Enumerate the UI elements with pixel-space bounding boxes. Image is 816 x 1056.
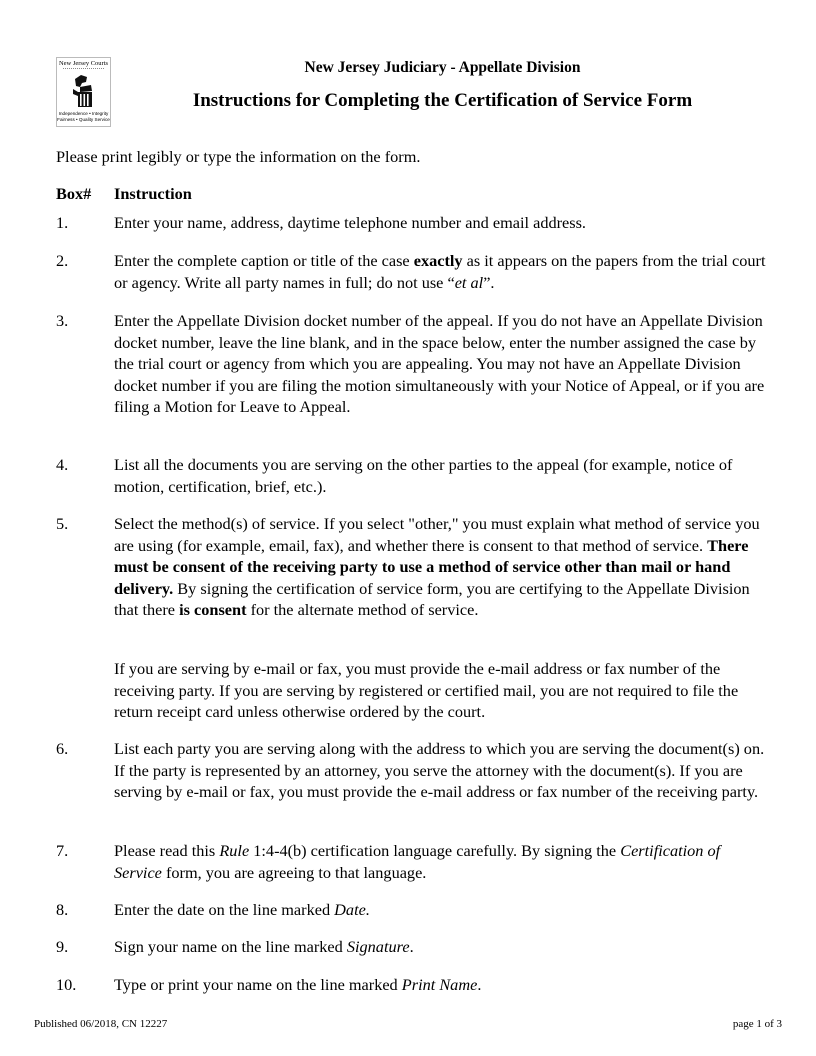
instruction-item-4 (56, 454, 766, 497)
item-number: 4. (56, 455, 69, 474)
text-run: Enter the complete caption or title of the case (114, 251, 414, 270)
item-text (114, 454, 766, 497)
organization-heading: New Jersey Judiciary - Appellate Division (304, 59, 581, 76)
italic-text: Rule (219, 841, 250, 860)
column-header-box: Box# (56, 184, 92, 203)
logo-motto-line-2: Fairness • Quality Service (57, 117, 110, 122)
text-run: . (477, 975, 482, 994)
item-number: 7. (56, 841, 69, 860)
instruction-item-6 (56, 738, 766, 803)
bold-text: is consent (179, 600, 247, 620)
justice-emblem-icon (71, 73, 97, 109)
text-run: Select the method(s) of service. If you select "other," you must explain what method of service you are using (for example, email, fax), and whether there is consent to that method of service. (114, 514, 760, 555)
text-run: Enter your name, address, daytime telephone number and email address. (114, 213, 586, 232)
item-text (114, 738, 766, 803)
text-run: Enter the Appellate Division docket number of the appeal. If you do not have an Appellate Division docket number, leave the line blank, and in the space below, enter the number assigned the case by the trial court or agency from which you are appealing. You may not have an Appellate Division docket number if you are filing the motion simultaneously with your Notice of Appeal, or if you are filing a Motion for Leave to Appeal. (114, 311, 765, 417)
item-number: 3. (56, 311, 69, 330)
item-text (114, 840, 766, 883)
logo-motto-line-1: Independence • Integrity (58, 111, 109, 116)
logo-divider (63, 68, 104, 71)
instruction-item-3 (56, 310, 766, 418)
text-run: . (409, 937, 414, 956)
item-text (114, 513, 766, 621)
text-run: List each party you are serving along with the address to which you are serving the document(s) on. If the party is represented by an attorney, you serve the attorney with the document(s). If you are serving by e-mail or fax, you must provide the e-mail address or fax number of the receiving party. (114, 739, 765, 802)
bold-text: There must be consent of the receiving party to use a method of service other than mail or hand delivery. (114, 535, 749, 598)
italic-text: Print Name (401, 975, 478, 994)
footer-published: Published 06/2018, CN 12227 (34, 1018, 168, 1030)
instruction-item-8 (56, 899, 766, 921)
item-number: 9. (56, 937, 69, 956)
instruction-item-5 (56, 513, 766, 621)
text-run: List all the documents you are serving on the other parties to the appeal (for example, notice of motion, certification, brief, etc.). (114, 455, 733, 496)
item-text (114, 310, 766, 418)
instruction-item-7 (56, 840, 766, 883)
nj-courts-logo (56, 57, 111, 127)
item-number: 1. (56, 213, 69, 232)
instruction-item-9 (56, 936, 766, 958)
item-text (114, 974, 766, 996)
text-run: Enter the date on the line marked (114, 900, 335, 919)
text-run: for the alternate method of service. (246, 600, 479, 620)
bold-text: exactly (413, 251, 463, 270)
instruction-item-1 (56, 212, 766, 234)
item-number: 6. (56, 739, 69, 758)
text-run: Type or print your name on the line marked (114, 975, 402, 994)
text-run: 1:4-4(b) certification language carefully. By signing the (249, 841, 621, 860)
item-number: 5. (56, 514, 69, 533)
item-number: 10. (56, 975, 77, 994)
instruction-item-2 (56, 250, 766, 293)
column-header-instruction: Instruction (114, 184, 192, 203)
text-run: Sign your name on the line marked (114, 937, 347, 956)
item-number: 8. (56, 900, 69, 919)
footer-page-number: page 1 of 3 (732, 1018, 782, 1030)
text-run: ”. (483, 272, 495, 292)
item-text (114, 936, 766, 958)
text-run: as it appears on the papers from the trial court or agency. Write all party names in full; do not use “ (114, 251, 766, 292)
intro-text: Please print legibly or type the information on the form. (56, 147, 421, 166)
italic-text: Date. (334, 900, 370, 919)
logo-motto (57, 111, 110, 123)
item-text (114, 899, 766, 921)
item-text (114, 212, 766, 234)
item-text (114, 250, 766, 293)
text-run: By signing the certification of service form, you are certifying to the Appellate Division that there (114, 578, 750, 620)
italic-text: et al (454, 272, 484, 292)
item-number: 2. (56, 251, 69, 270)
instruction-item-10 (56, 974, 766, 996)
text-run: form, you are agreeing to that language. (161, 862, 427, 882)
page-title: Instructions for Completing the Certification of Service Form (192, 90, 693, 111)
italic-text: Signature (346, 937, 410, 956)
italic-text: Certification of Service (114, 841, 721, 882)
instruction-item-5-paragraph-2: If you are serving by e-mail or fax, you must provide the e-mail address or fax number of the receiving party. If you are serving by registered or certified mail, you are not required to file the return receipt card unless otherwise ordered by the court. (114, 659, 739, 722)
text-run: Please read this (114, 841, 220, 860)
logo-top-text: New Jersey Courts (58, 60, 109, 67)
